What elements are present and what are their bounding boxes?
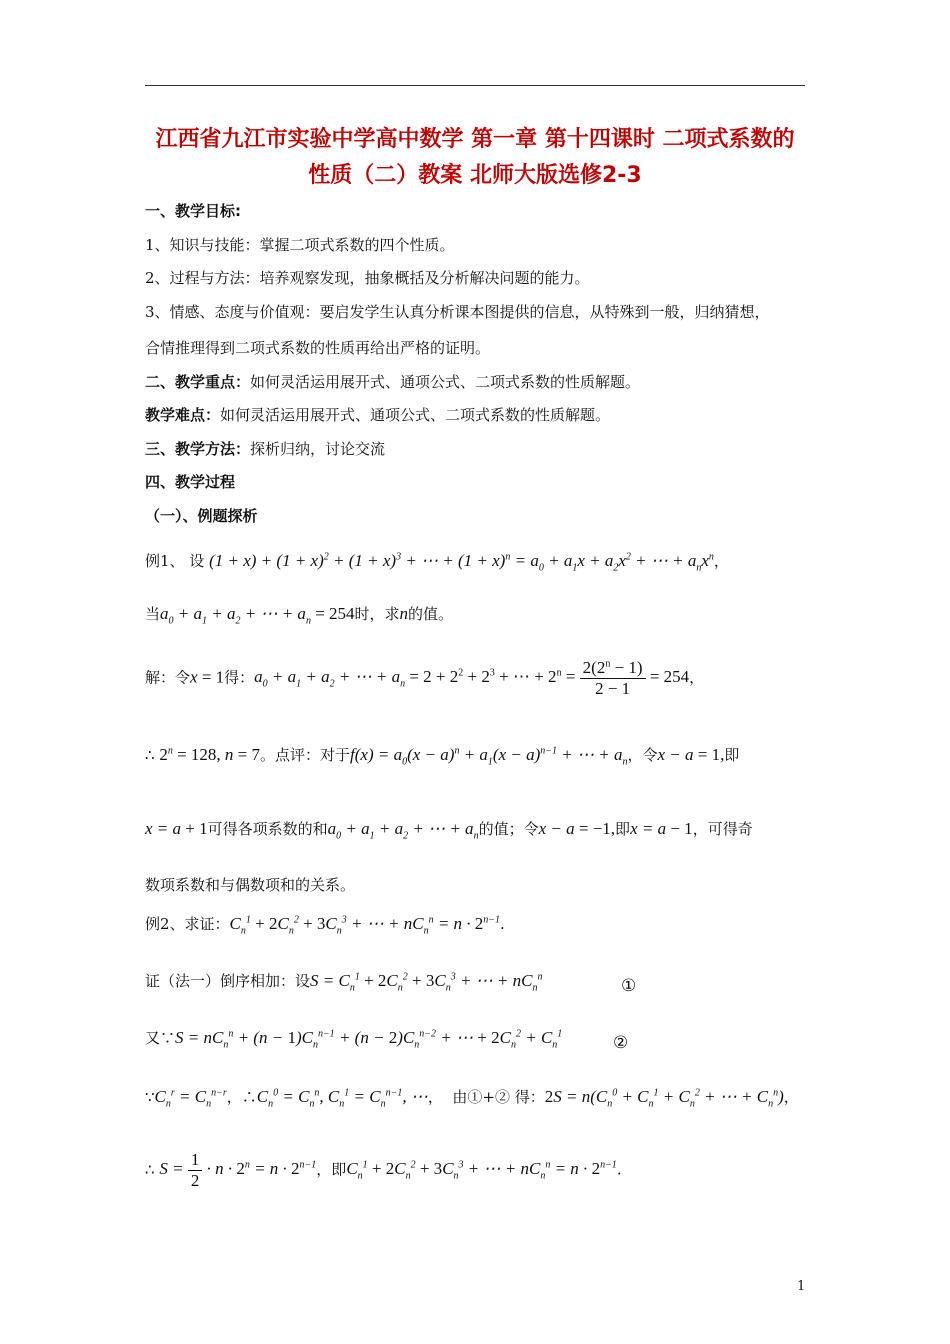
difficulty-text: 如何灵活运用展开式、通项公式、二项式系数的性质解题。 — [220, 406, 611, 424]
header-rule — [145, 85, 805, 86]
because: ∵ — [145, 1088, 155, 1106]
process-heading: 四、教学过程 — [145, 473, 236, 491]
example-1-prefix: 例1、 设 — [145, 552, 205, 570]
cond-prefix: 当 — [145, 605, 161, 623]
proof-line-4: ∴ S = $\frac{1}{2}$ · $n \cdot 2^n = n \cdot 2^{n-1}$，即$C_n^1 + 2C_n^2 + 3C_n^3$ + ⋯ + $nC_n^n = n \cdot 2^{n-1}$. — [145, 1150, 622, 1190]
formula-s-def: $S = C_n^1 + 2C_n^2 + 3C_n^3$ + ⋯ + $nC_n^n$ — [310, 971, 543, 994]
formula-s-reversed: $S = nC_n^n + (n - 1)C_n^{n-1} + (n - 2)C_n^{n-2}$ + ⋯ + $2C_n^2 + C_n^1$ — [175, 1028, 563, 1051]
formula-symmetry-cases: $C_n^0 = C_n^n$, $C_n^1 = C_n^{n-1}$, ⋯ — [256, 1087, 428, 1110]
comment-c: 即 — [724, 746, 740, 764]
example-1-statement: 例1、 设 $(1 + x) + (1 + x)^2 + (1 + x)^3$ + ⋯ + $(1 + x)^n = a_0 + a_1x + a_2x^2$ + ⋯ + $a_nx^n$， — [145, 551, 729, 574]
proof-line-3: $\because C_n^r = C_n^{n-r}$，$\therefore C_n^0 = C_n^n$, $C_n^1 = C_n^{n-1}$, ⋯， 由①+② 得：$2S = n(C_n^0 + C_n^1 + C_n^2$ + ⋯ + $C_n^n$)， — [145, 1087, 799, 1110]
difficulty — [145, 404, 610, 425]
key-point — [145, 371, 640, 392]
formula-coef-sum: $a_0 + a_1 + a_2$ + ⋯ + $a_n = 254$ — [160, 604, 355, 627]
therefore-1: ∴ — [145, 746, 155, 764]
formula-s-result: S = $\frac{1}{2}$ · $n \cdot 2^n = n \cdot 2^{n-1}$ — [159, 1150, 317, 1190]
difficulty-label: 教学难点： — [145, 406, 221, 424]
cond-mid: 时，求 — [354, 605, 400, 623]
namely: ，即 — [316, 1160, 347, 1179]
sub-heading: （一）、例题探析 — [145, 507, 258, 525]
example-2-prefix: 例2、求证： — [145, 915, 230, 933]
formula-x-eq-a-plus-1: x = a + 1 — [145, 819, 208, 838]
method-label: 三、教学方法： — [145, 440, 251, 458]
sep-1: ，∴ — [226, 1088, 257, 1106]
cont-c: 即 — [615, 820, 631, 838]
cont-a: 可得各项系数的和 — [207, 820, 328, 838]
sol-prefix: 解：令 — [145, 668, 191, 687]
example-2-statement: 例2、求证：$C_n^1 + 2C_n^2 + 3C_n^3$ + ⋯ + $nC_n^n = n \cdot 2^{n-1}$. — [145, 914, 505, 937]
formula-solution: $a_0 + a_1 + a_2$ + ⋯ + $a_n = 2 + 2^2 + 2^3$ + ⋯ + $2^n$ = $\frac{2(2^n - 1)}{2 - 1}$ = 254 — [254, 658, 690, 698]
formula-identity-final: $C_n^1 + 2C_n^2 + 3C_n^3$ + ⋯ + $nC_n^n = n \cdot 2^{n-1}$ — [346, 1159, 617, 1182]
formula-x-eq-a-minus-1: x = a − 1 — [630, 819, 693, 838]
proof-prefix: 证（法一）倒序相加：设 — [145, 972, 311, 990]
marker-2: ② — [613, 1033, 629, 1053]
cont-d: ，可得奇 — [692, 820, 753, 838]
cond-suffix: 的值。 — [408, 605, 454, 623]
formula-coef-sum-2: $a_0 + a_1 + a_2$ + ⋯ + $a_n$ — [327, 819, 479, 842]
method — [145, 438, 385, 459]
key-text: 如何灵活运用展开式、通项公式、二项式系数的性质解题。 — [250, 373, 641, 391]
formula-n-eq-7: 2$^n$ = 128, n = 7 — [159, 745, 261, 764]
var-n: n — [399, 604, 409, 623]
example-1-solution: 解：令x = 1得：$a_0 + a_1 + a_2$ + ⋯ + $a_n = 2 + 2^2 + 2^3$ + ⋯ + $2^n$ = $\frac{2(2^n - 1)}{2 - 1}$ = 254， — [145, 658, 705, 698]
key-label: 二、教学重点： — [145, 373, 251, 391]
cont-b: 的值；令 — [478, 820, 539, 838]
sol-mid: 得： — [224, 668, 255, 687]
formula-x-minus-a-neg-1: x − a = −1, — [538, 819, 616, 838]
comment-b: ，令 — [627, 746, 658, 764]
formula-symmetry: $C_n^r = C_n^{n-r}$ — [154, 1087, 227, 1110]
formula-x-eq-1: x = 1 — [190, 667, 225, 687]
proof-line-1 — [145, 970, 543, 994]
marker-1: ① — [621, 976, 637, 996]
goals-heading: 一、教学目标: — [145, 202, 241, 220]
example-1-result — [145, 744, 740, 768]
goal-3a: 3、情感、态度与价值观：要启发学生认真分析课本图提供的信息，从特殊到一般，归纳猜想， — [145, 303, 770, 321]
example-1-continuation — [145, 818, 753, 842]
formula-x-minus-a-1: x − a = 1, — [657, 745, 725, 764]
formula-2s: $2S = n(C_n^0 + C_n^1 + C_n^2$ + ⋯ + $C_n^n$) — [544, 1087, 784, 1110]
example-1-condition — [145, 603, 454, 627]
from-text: 由①+② 得： — [452, 1088, 545, 1106]
doc-title-line-2: 性质（二）教案 北师大版选修2-3 — [308, 163, 642, 188]
formula-sum-expansion: $(1 + x) + (1 + x)^2 + (1 + x)^3$ + ⋯ + $(1 + x)^n = a_0 + a_1x + a_2x^2$ + ⋯ + $a_nx^n$ — [209, 551, 714, 574]
comment-a: 。点评：对于 — [260, 746, 351, 764]
formula-identity: $C_n^1 + 2C_n^2 + 3C_n^3$ + ⋯ + $nC_n^n = n \cdot 2^{n-1}$ — [229, 914, 501, 937]
goal-3b: 合情推理得到二项式系数的性质再给出严格的证明。 — [145, 339, 491, 357]
goal-1: 1、知识与技能：掌握二项式系数的四个性质。 — [145, 236, 455, 254]
again-prefix: 又∵ — [145, 1029, 176, 1047]
method-text: 探析归纳，讨论交流 — [250, 440, 386, 458]
cont-e: 数项系数和与偶数项和的关系。 — [145, 876, 356, 894]
page-number: 1 — [797, 1279, 806, 1294]
proof-line-2 — [145, 1027, 563, 1051]
goal-2: 2、过程与方法：培养观察发现，抽象概括及分析解决问题的能力。 — [145, 269, 590, 287]
therefore-2: ∴ — [145, 1160, 155, 1179]
doc-title-line-1: 江西省九江市实验中学高中数学 第一章 第十四课时 二项式系数的 — [155, 127, 795, 152]
formula-f-x: $f(x) = a_0(x - a)^n + a_1(x - a)^{n-1}$ + ⋯ + $a_n$ — [350, 745, 628, 768]
